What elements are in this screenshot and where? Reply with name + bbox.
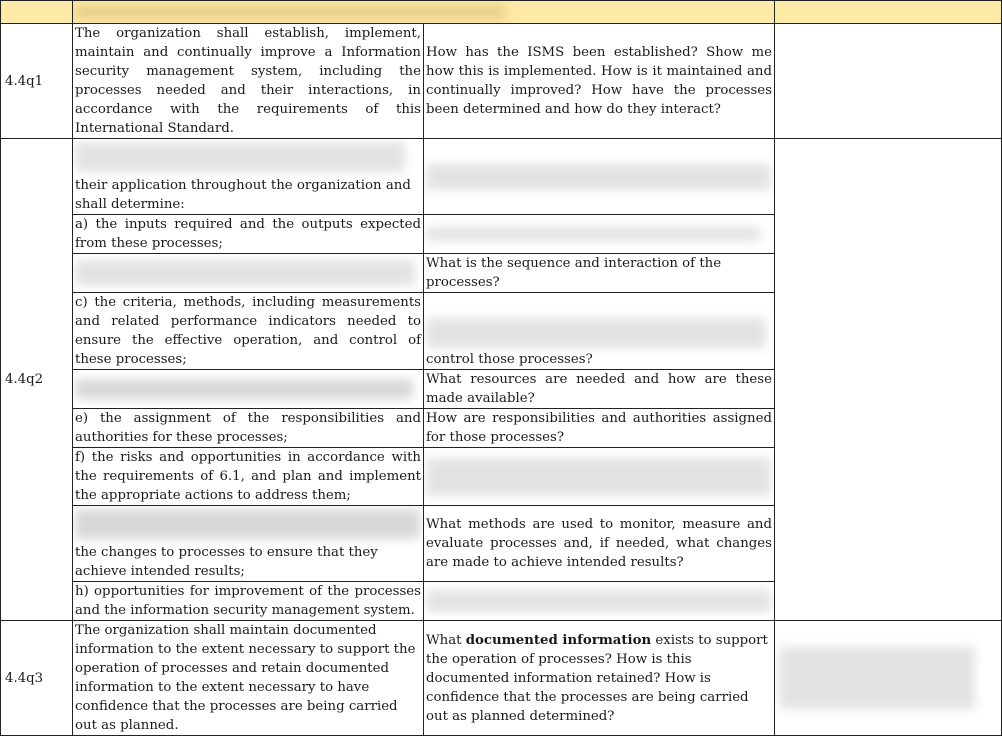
requirement-text: The organization shall establish, implement, maintain and continually improve a Information security management system, including the processes needed and their interactions, in accordance with the requirements of this International Standard.: [73, 24, 424, 139]
requirement-text: The organization shall maintain documented information to the extent necessary to support the operation of processes and retain documented information to the extent necessary to have confidence that the processes are being carried out as planned.: [73, 621, 424, 736]
audit-question: What documented information exists to support the operation of processes? How is this documented information retained? How is confidence that the processes are being carried out as planned determined?: [424, 621, 775, 736]
table-row: [1, 621, 1002, 736]
requirement-text: h) opportunities for improvement of the processes and the information security management system.: [73, 582, 424, 621]
table-row: [1, 24, 1002, 139]
clause-id: 4.4q2: [1, 139, 73, 621]
table-header-row: [1, 1, 1002, 24]
requirement-text: c) the criteria, methods, including measurements and related performance indicators needed to ensure the effective operation, and control of these processes;: [73, 293, 424, 370]
audit-question: How are responsibilities and authorities assigned for those processes?: [424, 409, 775, 448]
audit-question: [424, 139, 775, 215]
requirement-text: the changes to processes to ensure that they achieve intended results;: [73, 506, 424, 582]
header-cell-blurred: [73, 1, 775, 24]
notes-cell: [775, 621, 1002, 736]
requirement-text: their application throughout the organization and shall determine:: [73, 139, 424, 215]
audit-question: What methods are used to monitor, measure and evaluate processes and, if needed, what changes are made to achieve intended results?: [424, 506, 775, 582]
header-cell-id: [1, 1, 73, 24]
clause-id: 4.4q1: [1, 24, 73, 139]
audit-question: [424, 582, 775, 621]
audit-question: What resources are needed and how are these made available?: [424, 370, 775, 409]
requirement-text: f) the risks and opportunities in accordance with the requirements of 6.1, and plan and implement the appropriate actions to address them;: [73, 448, 424, 506]
audit-question: How has the ISMS been established? Show me how this is implemented. How is it maintained and continually improved? How have the processes been determined and how do they interact?: [424, 24, 775, 139]
header-cell-notes: [775, 1, 1002, 24]
table-row: [1, 139, 1002, 215]
requirement-text: [73, 254, 424, 293]
audit-question: What is the sequence and interaction of the processes?: [424, 254, 775, 293]
requirement-text: a) the inputs required and the outputs expected from these processes;: [73, 215, 424, 254]
requirement-text: e) the assignment of the responsibilities and authorities for these processes;: [73, 409, 424, 448]
documented-information-emphasis: documented information: [465, 632, 652, 648]
notes-cell: [775, 24, 1002, 139]
requirement-text: [73, 370, 424, 409]
clause-id: 4.4q3: [1, 621, 73, 736]
audit-question: [424, 215, 775, 254]
audit-question: [424, 448, 775, 506]
notes-cell: [775, 139, 1002, 621]
audit-question: control those processes?: [424, 293, 775, 370]
